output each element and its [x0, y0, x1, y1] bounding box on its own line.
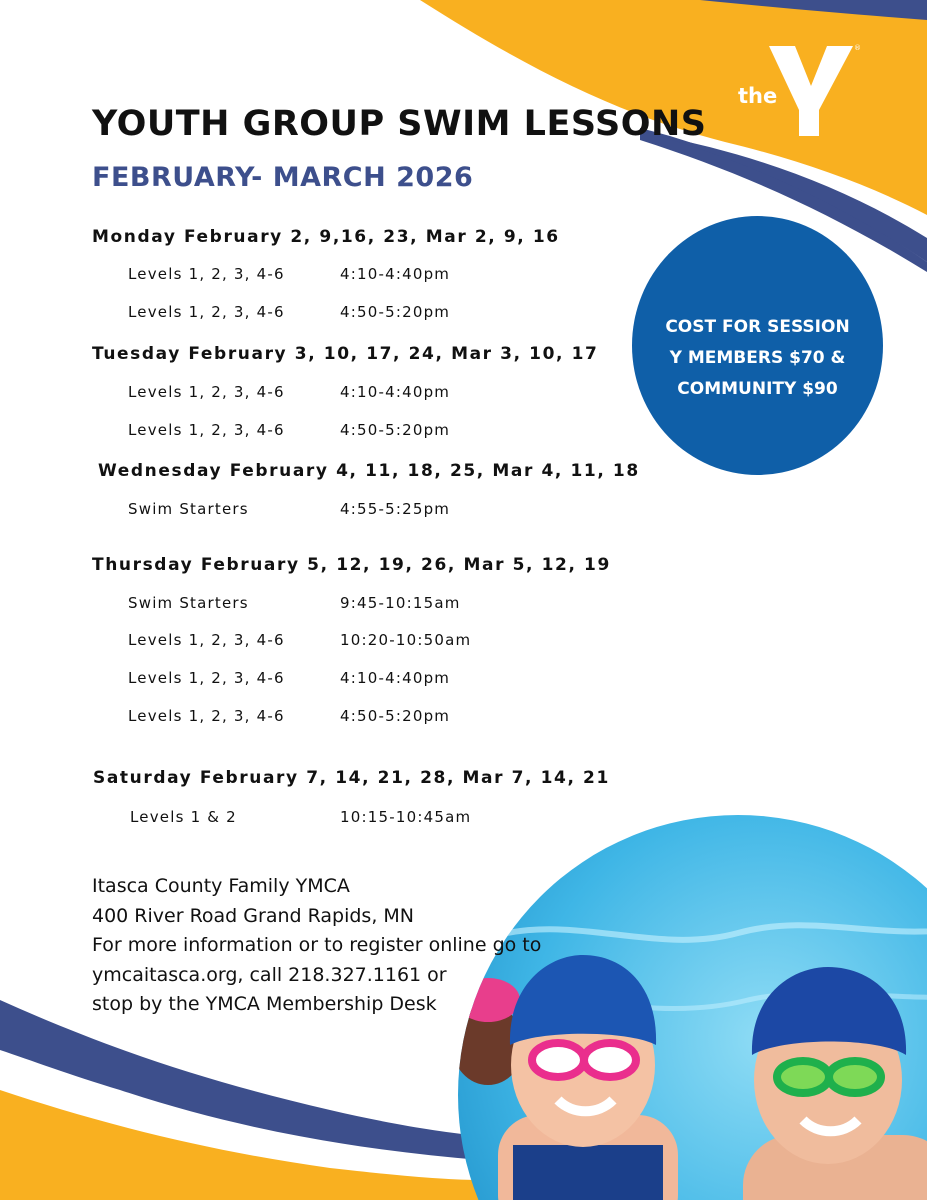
saturday-row-1-time: 10:15-10:45am	[340, 808, 472, 826]
contact-line-2: 400 River Road Grand Rapids, MN	[92, 904, 415, 927]
cost-line-2: Y MEMBERS $70 &	[669, 348, 846, 368]
monday-row-2-time: 4:50-5:20pm	[340, 303, 451, 321]
thursday-row-1-level: Swim Starters	[128, 594, 249, 612]
cost-info	[632, 312, 883, 405]
thursday-row-2-time: 10:20-10:50am	[340, 631, 472, 649]
page-subtitle: FEBRUARY- MARCH 2026	[92, 162, 474, 193]
thursday-row-4-level: Levels 1, 2, 3, 4-6	[128, 707, 285, 725]
cost-line-1: COST FOR SESSION	[665, 317, 850, 337]
thursday-heading: Thursday February 5, 12, 19, 26, Mar 5, 12, 19	[92, 555, 611, 575]
monday-row-1-level: Levels 1, 2, 3, 4-6	[128, 265, 285, 283]
tuesday-row-1-time: 4:10-4:40pm	[340, 383, 451, 401]
contact-line-5: stop by the YMCA Membership Desk	[92, 993, 437, 1015]
monday-row-2-level: Levels 1, 2, 3, 4-6	[128, 303, 285, 321]
ymca-small-text: YMCA	[821, 105, 839, 127]
thursday-row-3-level: Levels 1, 2, 3, 4-6	[128, 669, 285, 687]
tuesday-heading: Tuesday February 3, 10, 17, 24, Mar 3, 10, 17	[92, 344, 599, 364]
wednesday-row-1-level: Swim Starters	[128, 500, 249, 518]
monday-row-1-time: 4:10-4:40pm	[340, 265, 451, 283]
cost-line-3: COMMUNITY $90	[677, 379, 838, 399]
tuesday-row-2-level: Levels 1, 2, 3, 4-6	[128, 421, 285, 439]
contact-info	[92, 872, 541, 1020]
ymca-logo	[733, 40, 863, 140]
thursday-row-3-time: 4:10-4:40pm	[340, 669, 451, 687]
wednesday-row-1-time: 4:55-5:25pm	[340, 500, 451, 518]
thursday-row-2-level: Levels 1, 2, 3, 4-6	[128, 631, 285, 649]
thursday-row-4-time: 4:50-5:20pm	[340, 707, 451, 725]
contact-line-1: Itasca County Family YMCA	[92, 875, 350, 897]
registered-mark: ®	[854, 44, 861, 52]
tuesday-row-2-time: 4:50-5:20pm	[340, 421, 451, 439]
thursday-row-1-time: 9:45-10:15am	[340, 594, 461, 612]
saturday-row-1-level: Levels 1 & 2	[130, 808, 237, 826]
saturday-heading: Saturday February 7, 14, 21, 28, Mar 7, 14, 21	[93, 768, 610, 788]
monday-heading: Monday February 2, 9,16, 23, Mar 2, 9, 16	[92, 227, 560, 247]
wednesday-heading: Wednesday February 4, 11, 18, 25, Mar 4, 11, 18	[98, 461, 640, 481]
contact-line-3: For more information or to register online go to	[92, 934, 542, 956]
logo-word-the: the	[738, 84, 778, 108]
contact-line-4: ymcaitasca.org, call 218.327.1161 or	[92, 963, 447, 986]
page-title: YOUTH GROUP SWIM LESSONS	[92, 104, 707, 144]
tuesday-row-1-level: Levels 1, 2, 3, 4-6	[128, 383, 285, 401]
